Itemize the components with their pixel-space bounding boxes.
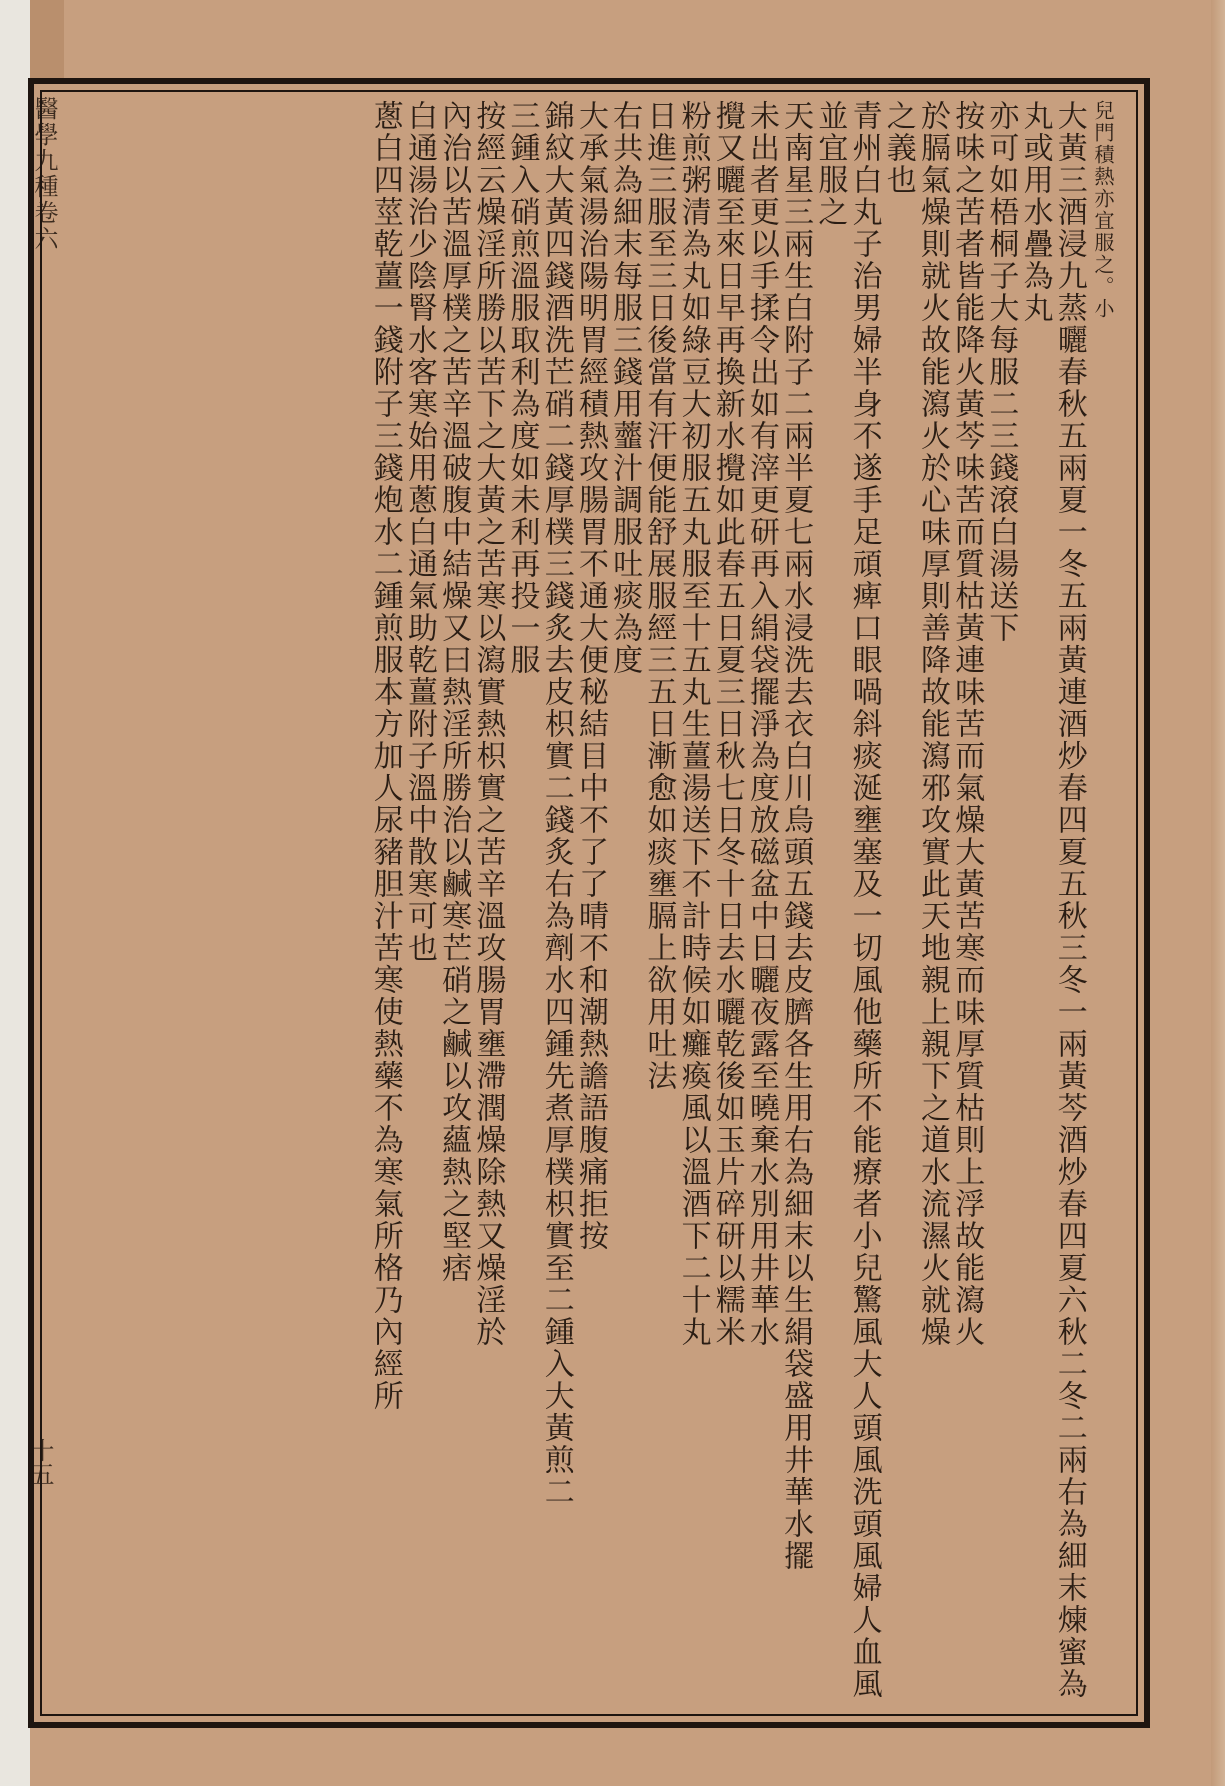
text-column: 亦可如梧桐子大每服二三錢滾白湯送下 [983,100,1019,644]
text-column: 粉煎粥清為丸如綠豆大初服五丸服至十五丸生薑湯送下不計時候如癱瘓風以溫酒下二十丸 [675,100,711,1348]
text-column: 天南星三兩生白附子二兩半夏七兩水浸洗去衣白川烏頭五錢去皮臍各生用右為細末以生絹袋盛用井華水擺 [778,100,814,1572]
text-column: 內治以苦溫厚樸之苦辛溫破腹中結燥又曰熱淫所勝治以鹹寒芒硝之鹹以攻蘊熱之堅痞 [436,100,472,1284]
text-column: 兒門積熱亦宜服之。小 [1091,100,1115,320]
text-column: 蔥白四莖乾薑一錢附子三錢炮水二鍾煎服本方加人尿豬胆汁苦寒使熱藥不為寒氣所格乃內經所 [367,100,403,1412]
text-body [60,100,1120,1700]
text-column: 於膈氣燥則就火故能瀉火於心味厚則善降故能瀉邪攻實此天地親上親下之道水流濕火就燥 [914,100,950,1348]
page-number: 十五 [26,1438,54,1486]
text-column: 未出者更以手揉令出如有滓更研再入絹袋擺淨為度放磁盆中日曬夜露至曉棄水別用井華水 [743,100,779,1348]
text-column: 大黃三酒浸九蒸曬春秋五兩夏一冬五兩黃連酒炒春四夏五秋三冬一兩黃芩酒炒春四夏六秋二冬二兩右為細末煉蜜為丸或用水疊為丸 [1017,100,1087,1700]
margin-strip [30,0,64,78]
paper-edge-left [0,0,30,1786]
text-column: 錦紋大黃四錢酒洗芒硝二錢厚樸三錢炙去皮枳實二錢炙右為劑水四鍾先煮厚樸枳實至二鍾入大黃煎二 [538,100,574,1508]
paper-edge-right [1211,0,1225,1786]
text-column: 三鍾入硝煎溫服取利為度如未利再投一服 [504,100,540,676]
text-column: 青州白丸子治男婦半身不遂手足頑痺口眼喎斜痰涎壅塞及一切風他藥所不能療者小兒驚風大人頭風洗頭風婦人血風並宜服之 [812,100,882,1700]
text-column: 之義也 [880,100,916,196]
text-column: 按味之苦者皆能降火黃芩味苦而質枯黃連味苦而氣燥大黃苦寒而味厚質枯則上浮故能瀉火 [949,100,985,1348]
text-column: 大承氣湯治陽明胃經積熱攻腸胃不通大便秘結目中不了了晴不和潮熱譫語腹痛拒按 [572,100,608,1252]
text-column: 右共為細末每服三錢用虀汁調服吐痰為度 [607,100,643,676]
margin-title: 醫學九種卷六 [30,96,58,252]
text-column: 日進三服至三日後當有汗便能舒展服經三五日漸愈如痰壅膈上欲用吐法 [641,100,677,1092]
text-column: 攪又曬至來日早再換新水攪如此春五日夏三日秋七日冬十日去水曬乾後如玉片碎研以糯米 [709,100,745,1348]
text-column: 白通湯治少陰腎水客寒始用蔥白通氣助乾薑附子溫中散寒可也 [401,100,437,964]
text-column: 按經云燥淫所勝以苦下之大黃之苦寒以瀉實熱枳實之苦辛溫攻腸胃壅滯潤燥除熱又燥淫於 [470,100,506,1348]
